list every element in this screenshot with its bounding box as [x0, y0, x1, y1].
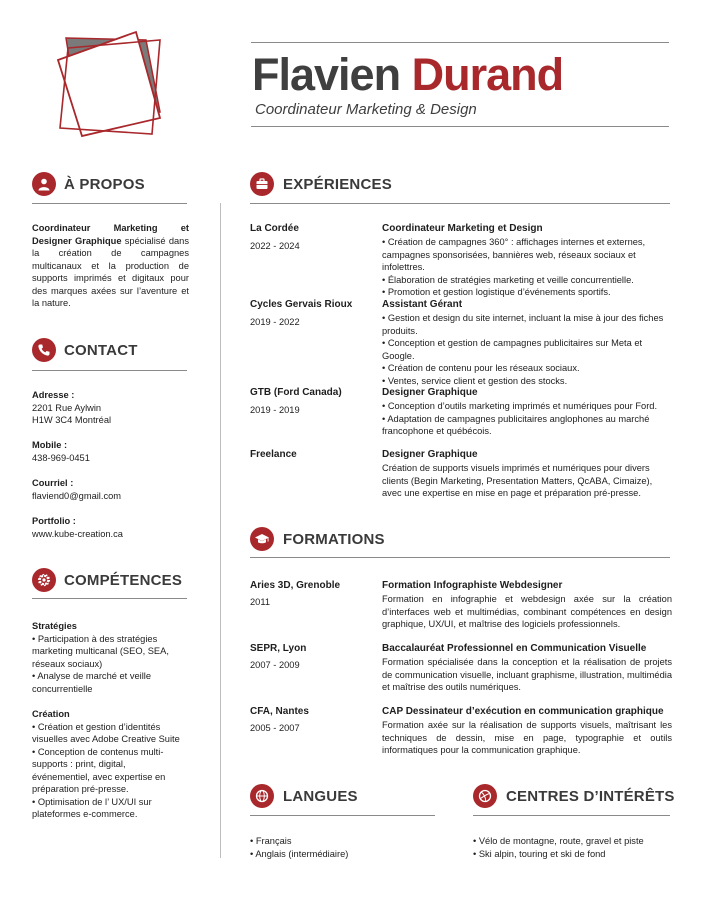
first-name: Flavien: [252, 49, 401, 100]
experience-line: • Création de contenu pour les réseaux sociaux.: [382, 363, 580, 373]
contact-address: [32, 389, 192, 427]
experience-line: • Élaboration de stratégies marketing et veille concurrentielle.: [382, 274, 634, 285]
formation-org: CFA, Nantes: [250, 706, 309, 717]
experiences-rule: [250, 203, 670, 204]
formation-dates: 2005 - 2007: [250, 723, 300, 733]
skill-item: • Conception de contenus multi-supports : print, digital, événementiel, avec expertise en préparation pré-presse.: [32, 746, 166, 794]
gear-icon: [32, 568, 56, 592]
person-icon: [32, 172, 56, 196]
skills-group-strategies: [32, 620, 182, 695]
skill-item: • Participation à des stratégies marketing multicanal (SEO, SEA, réseaux sociaux): [32, 633, 169, 669]
mobile-value: 438-969-0451: [32, 452, 90, 463]
experience-line: Création de supports visuels imprimés et numériques pour divers clients (Begin Marketing, Presentation Matters, QcABA, Cimaize), avec une expertise en mise en page et préparation pré-presse.: [382, 463, 653, 498]
formations-rule: [250, 557, 670, 558]
languages-list: [250, 835, 435, 860]
contact-rule: [32, 370, 187, 371]
email-value[interactable]: flaviend0@gmail.com: [32, 490, 122, 501]
formation-org: Aries 3D, Grenoble: [250, 580, 341, 591]
experience-line: • Promotion et gestion logistique d’événements sportifs.: [382, 287, 611, 297]
logo-squares-icon: [48, 30, 173, 145]
graduation-cap-icon: [250, 527, 274, 551]
skills-group-title: Stratégies: [32, 621, 77, 631]
skill-item: • Analyse de marché et veille concurrentielle: [32, 671, 152, 694]
portfolio-link[interactable]: www.kube-creation.ca: [32, 528, 123, 539]
email-label: Courriel :: [32, 478, 74, 488]
experience-description: [382, 236, 672, 299]
mobile-label: Mobile :: [32, 440, 68, 450]
contact-mobile: [32, 439, 192, 464]
experience-line: • Création de campagnes 360° : affichages internes et externes, campagnes sponsorisées, bannières web, réseaux sociaux et infolettres.: [382, 237, 646, 272]
formations-title: FORMATIONS: [283, 531, 385, 548]
skill-item: • Optimisation de l’ UX/UI sur plateformes e-commerce.: [32, 796, 152, 819]
column-divider: [220, 203, 221, 858]
last-name: Durand: [411, 49, 564, 100]
experience-org: Cycles Gervais Rioux: [250, 299, 353, 310]
experience-dates: 2019 - 2019: [250, 405, 300, 415]
interest-item: • Ski alpin, touring et ski de fond: [473, 848, 606, 859]
briefcase-icon: [250, 172, 274, 196]
experience-dates: 2019 - 2022: [250, 317, 300, 327]
experience-role: Designer Graphique: [382, 387, 478, 398]
experience-line: • Gestion et design du site internet, incluant la mise à jour des fiches produits.: [382, 313, 664, 336]
experience-line: • Conception d’outils marketing imprimés et numériques pour Ford.: [382, 401, 658, 411]
about-bold-text: Coordinateur Marketing et Designer Graphique: [32, 223, 189, 246]
formation-description: Formation spécialisée dans la conception et la réalisation de projets de communication visuelle, incluant graphisme, illustration, multimédia et maîtrise des outils numériques.: [382, 657, 672, 692]
interests-rule: [473, 815, 670, 816]
skills-group-creation: [32, 708, 182, 821]
formation-dates: 2011: [250, 597, 270, 607]
languages-title: LANGUES: [283, 788, 358, 805]
globe-icon: [250, 784, 274, 808]
experience-description: [382, 400, 672, 438]
formation-description: Formation en infographie et webdesign axée sur la création d’interfaces web et multimédias, combinant compétences en design graphique, UX/UI, et maîtrise des logiciels professionnels.: [382, 594, 672, 629]
about-text: [32, 222, 189, 310]
skills-group-title: Création: [32, 709, 70, 719]
about-body-text: spécialisé dans la création de campagnes multicanaux et la production de supports imprimés et digitaux pour des marques axées sur l’aventure et la nature.: [32, 235, 190, 308]
experience-dates: 2022 - 2024: [250, 241, 300, 251]
experience-line: • Conception et gestion de campagnes publicitaires sur Meta et Google.: [382, 338, 643, 361]
address-label: Adresse :: [32, 390, 75, 400]
header-bottom-rule: [251, 126, 669, 127]
skills-rule: [32, 598, 187, 599]
contact-email: [32, 477, 192, 502]
formation-org: SEPR, Lyon: [250, 643, 307, 654]
header-top-rule: [251, 42, 669, 43]
experience-line: • Adaptation de campagnes publicitaires anglophones au marché francophone et québécois.: [382, 413, 650, 436]
experience-org: La Cordée: [250, 223, 299, 234]
experience-role: Assistant Gérant: [382, 299, 463, 310]
interests-list: [473, 835, 673, 860]
formation-description: Formation axée sur la réalisation de supports visuels, maîtrisant les techniques de dessin, mise en page, typographie et outils informatiques pour la communication graphique.: [382, 720, 672, 755]
language-item: • Français: [250, 836, 292, 846]
experience-description: [382, 462, 672, 500]
experiences-title: EXPÉRIENCES: [283, 176, 392, 193]
contact-portfolio: [32, 515, 192, 540]
formation-title: Formation Infographiste Webdesigner: [382, 580, 563, 591]
experience-org: GTB (Ford Canada): [250, 387, 342, 398]
about-title: À PROPOS: [64, 176, 145, 193]
formation-title: CAP Dessinateur d’exécution en communication graphique: [382, 706, 664, 717]
language-item: • Anglais (intermédiaire): [250, 848, 349, 859]
address-line2: H1W 3C4 Montréal: [32, 415, 112, 425]
languages-rule: [250, 815, 435, 816]
interests-title: CENTRES D’INTÉRÊTS: [506, 788, 675, 805]
job-title: Coordinateur Marketing & Design: [255, 101, 477, 118]
phone-mail-icon: [32, 338, 56, 362]
experience-description: [382, 312, 672, 387]
formation-title: Baccalauréat Professionnel en Communication Visuelle: [382, 643, 647, 654]
skills-title: COMPÉTENCES: [64, 572, 183, 589]
address-line1: 2201 Rue Aylwin: [32, 402, 102, 413]
portfolio-label: Portfolio :: [32, 516, 76, 526]
about-rule: [32, 203, 187, 204]
interest-item: • Vélo de montagne, route, gravel et piste: [473, 836, 644, 846]
formation-dates: 2007 - 2009: [250, 660, 300, 670]
skill-item: • Création et gestion d’identités visuelles avec Adobe Creative Suite: [32, 721, 180, 744]
experience-line: • Ventes, service client et gestion des stocks.: [382, 375, 568, 386]
ball-icon: [473, 784, 497, 808]
full-name: [252, 50, 563, 100]
experience-org: Freelance: [250, 449, 297, 460]
experience-role: Designer Graphique: [382, 449, 478, 460]
experience-role: Coordinateur Marketing et Design: [382, 223, 543, 234]
contact-title: CONTACT: [64, 342, 138, 359]
